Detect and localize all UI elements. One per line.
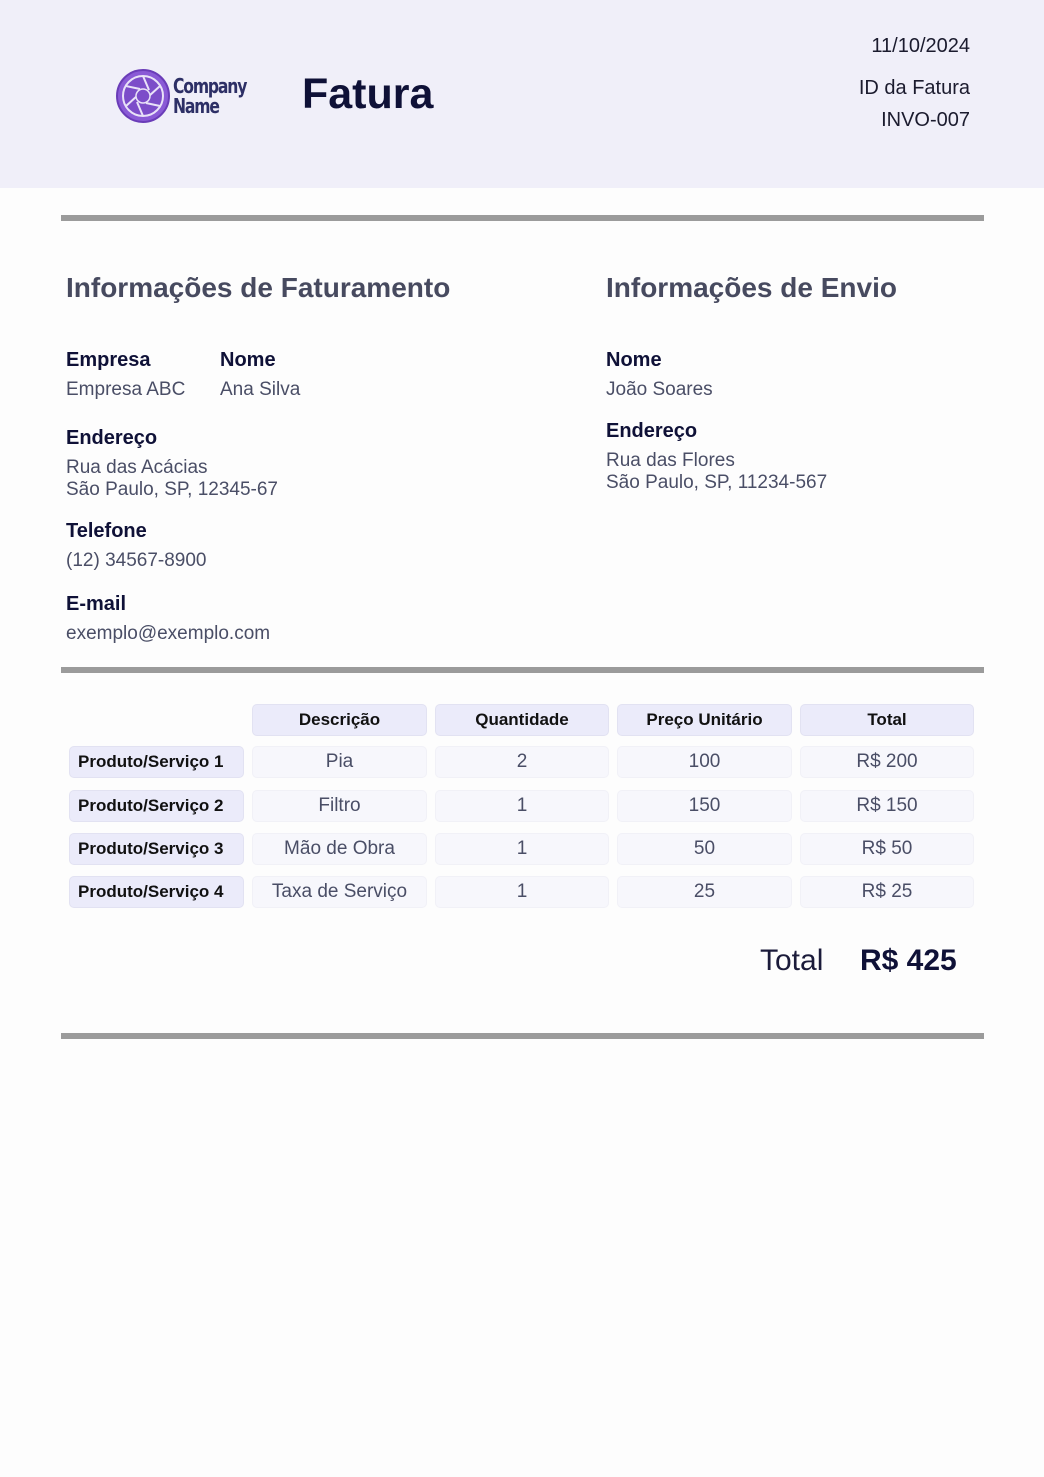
invoice-meta [859, 30, 970, 136]
invoice-id-label: ID da Fatura [858, 77, 970, 99]
divider-bottom [61, 1033, 984, 1039]
invoice-date: 11/10/2024 [871, 35, 970, 57]
row-total: R$ 50 [800, 833, 974, 865]
shipping-address-label: Endereço [606, 420, 698, 442]
billing-address-label: Endereço [66, 427, 158, 449]
billing-name-value: Ana Silva [220, 379, 301, 400]
row-total: R$ 25 [800, 876, 974, 908]
header-description: Descrição [252, 704, 427, 736]
billing-phone-value: (12) 34567-8900 [66, 550, 207, 571]
billing-title: Informações de Faturamento [66, 272, 451, 303]
shipping-name-field [606, 347, 713, 401]
header-unit-price: Preço Unitário [617, 704, 792, 736]
billing-address-field [66, 425, 278, 501]
row-quantity: 1 [435, 833, 609, 865]
billing-address-line1: Rua das Acácias [66, 457, 208, 478]
invoice-header [0, 0, 1044, 188]
divider-middle [61, 667, 984, 673]
row-description: Taxa de Serviço [252, 876, 427, 908]
company-name-line1: Company [173, 74, 247, 98]
row-label: Produto/Serviço 3 [69, 833, 244, 865]
billing-name-label: Nome [220, 349, 276, 371]
shipping-name-label: Nome [606, 349, 662, 371]
billing-company-label: Empresa [66, 349, 151, 371]
billing-company-value: Empresa ABC [66, 379, 186, 400]
row-label: Produto/Serviço 2 [69, 790, 244, 822]
row-description: Filtro [252, 790, 427, 822]
row-quantity: 1 [435, 876, 609, 908]
divider-top [61, 215, 984, 221]
row-description: Mão de Obra [252, 833, 427, 865]
billing-address-line2: São Paulo, SP, 12345-67 [66, 479, 278, 500]
billing-email-value: exemplo@exemplo.com [66, 623, 271, 644]
row-unit-price: 25 [617, 876, 792, 908]
camera-aperture-icon [115, 68, 171, 124]
row-total: R$ 150 [800, 790, 974, 822]
header-quantity: Quantidade [435, 704, 609, 736]
company-name-line2: Name [173, 94, 219, 118]
row-total: R$ 200 [800, 746, 974, 778]
invoice-title: Fatura [302, 70, 434, 118]
row-label: Produto/Serviço 1 [69, 746, 244, 778]
billing-phone-field [66, 518, 207, 572]
shipping-name-value: João Soares [606, 379, 713, 400]
grand-total-label: Total [760, 944, 824, 977]
billing-phone-label: Telefone [66, 520, 147, 542]
shipping-address-line1: Rua das Flores [606, 450, 735, 471]
shipping-title: Informações de Envio [606, 272, 897, 303]
row-label: Produto/Serviço 4 [69, 876, 244, 908]
grand-total-value: R$ 425 [860, 944, 957, 977]
invoice-id: INVO-007 [881, 109, 970, 131]
billing-name-field [220, 347, 300, 401]
row-quantity: 2 [435, 746, 609, 778]
row-unit-price: 50 [617, 833, 792, 865]
company-logo [115, 68, 267, 124]
billing-company-field [66, 347, 185, 401]
row-quantity: 1 [435, 790, 609, 822]
row-unit-price: 150 [617, 790, 792, 822]
billing-email-field [66, 591, 270, 645]
row-unit-price: 100 [617, 746, 792, 778]
shipping-address-field [606, 418, 827, 494]
header-total: Total [800, 704, 974, 736]
billing-email-label: E-mail [66, 593, 127, 615]
company-name [173, 76, 246, 116]
row-description: Pia [252, 746, 427, 778]
shipping-address-line2: São Paulo, SP, 11234-567 [606, 472, 828, 493]
